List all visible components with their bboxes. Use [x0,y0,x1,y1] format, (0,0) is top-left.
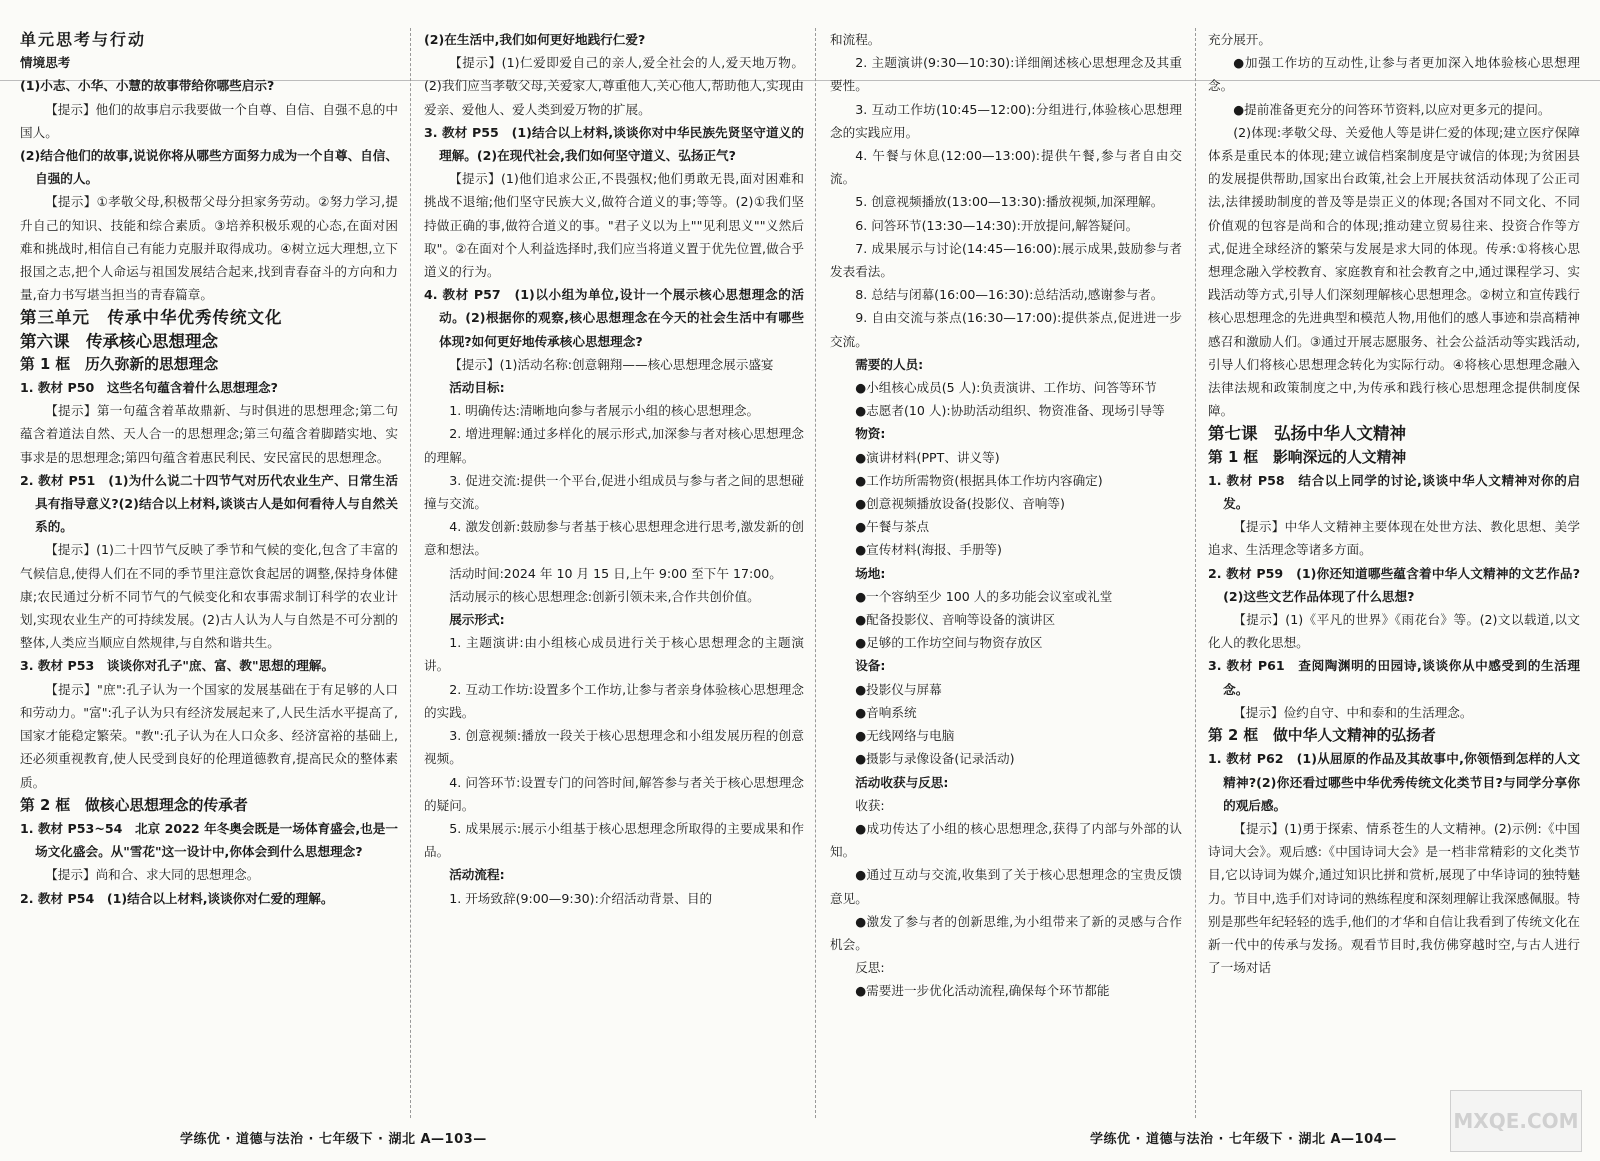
hint: 【提示】(1)活动名称:创意翱翔——核心思想理念展示盛宴 [449,356,774,372]
exercise: 3. 教材 P53 谈谈你对孔子"庶、富、教"思想的理解。 [20,658,335,674]
column-4 [1208,28,1580,979]
column-divider [815,28,816,1118]
list-item: ●激发了参与者的创新思维,为小组带来了新的灵感与合作机会。 [830,913,1182,952]
exercise: 1. 教材 P62 (1)从屈原的作品及其故事中,你领悟到怎样的人文精神?(2)你还看过哪些中华优秀传统文化类节目?与同学分享你的观后感。 [1208,751,1580,813]
hint: 【提示】尚和合、求大同的思想理念。 [45,867,260,883]
list-item: 4. 午餐与休息(12:00—13:00):提供午餐,参与者自由交流。 [830,148,1182,187]
unit-title: 第三单元 传承中华优秀传统文化 [20,308,283,328]
lesson-title: 第六课 传承核心思想理念 [20,331,218,351]
activity-time: 活动时间:2024 年 10 月 15 日,上午 9:00 至下午 17:00。 [449,565,782,581]
column-3 [830,28,1182,1003]
list-item: ●提前准备更充分的问答环节资料,以应对更多元的提问。 [1233,101,1551,117]
subheading: 活动流程: [449,867,505,883]
list-item: ●小组核心成员(5 人):负责演讲、工作坊、问答等环节 [855,380,1157,396]
list-item: ●需要进一步优化活动流程,确保每个环节都能 [855,983,1110,999]
list-item: 3. 创意视频:播放一段关于核心思想理念和小组发展历程的创意视频。 [424,728,804,767]
list-item: ●无线网络与电脑 [855,728,955,744]
question: (2)结合他们的故事,说说你将从哪些方面努力成为一个自尊、自信、自强的人。 [20,148,398,187]
hint: 【提示】(1)二十四节气反映了季节和气候的变化,包含了丰富的气候信息,使得人们在不同的季节里注意饮食起居的调整,保持身体健康;农民通过分析不同节气的气候变化和农事需求制订科学的农业计划,实现农业生产的可持续发展。(2)古人认为人与自然是不可分割的整体,人类应当顺应自然规律,与自然和谐共生。 [20,542,398,651]
hint: 【提示】(1)他们追求公正,不畏强权;他们勇敢无畏,面对困难和挑战不退缩;他们坚守民族大义,做符合道义的事;等等。(2)①我们坚持做正确的事,做符合道义的事。"君子义以为上""见利思义""义然后取"。②在面对个人利益选择时,我们应当将道义置于优先位置,做合乎道义的行为。 [424,171,804,280]
frame-title: 第 2 框 做核心思想理念的传承者 [20,796,248,814]
list-item: 7. 成果展示与讨论(14:45—16:00):展示成果,鼓励参与者发表看法。 [830,240,1182,280]
subheading: 收获: [855,797,885,813]
subheading: 物资: [855,426,886,442]
list-item: 1. 开场致辞(9:00—9:30):介绍活动背景、目的 [449,890,713,906]
list-item: 1. 明确传达:清晰地向参与者展示小组的核心思想理念。 [449,403,760,419]
subheading: 展示形式: [449,612,505,628]
hint: 【提示】"庶":孔子认为一个国家的发展基础在于有足够的人口和劳动力。"富":孔子认为只有经济发展起来了,人民生活水平提高了,国家才能稳定繁荣。"教":孔子认为在人口众多、经济富裕的基础上,还必须重视教育,使人民受到良好的伦理道德教育,提高民众的整体素质。 [20,681,398,790]
subheading: 活动收获与反思: [855,774,949,790]
list-item: ●工作坊所需物资(根据具体工作坊内容确定) [855,472,1103,488]
list-item: 2. 互动工作坊:设置多个工作坊,让参与者亲身体验核心思想理念的实践。 [424,681,804,720]
list-item: 5. 成果展示:展示小组基于核心思想理念所取得的主要成果和作品。 [424,820,804,860]
exercise: 3. 教材 P55 (1)结合以上材料,谈谈你对中华民族先贤坚守道义的理解。(2)在现代社会,我们如何坚守道义、弘扬正气? [424,124,804,164]
list-item: ●加强工作坊的互动性,让参与者更加深入地体验核心思想理念。 [1208,55,1580,94]
hint: 【提示】俭约自守、中和泰和的生活理念。 [1233,704,1473,720]
subheading: 场地: [855,565,886,581]
list-item: 6. 问答环节(13:30—14:30):开放提问,解答疑问。 [855,217,1139,233]
list-item: ●演讲材料(PPT、讲义等) [855,449,1000,465]
exercise: 2. 教材 P51 (1)为什么说二十四节气对历代农业生产、日常生活具有指导意义?(2)结合以上材料,谈谈古人是如何看待人与自然关系的。 [20,472,398,535]
question: (1)小志、小华、小慧的故事带给你哪些启示? [20,78,275,94]
exercise: 1. 教材 P58 结合以上同学的讨论,谈谈中华人文精神对你的启发。 [1208,472,1580,512]
section-subtitle: 情境思考 [20,55,71,71]
subheading: 需要的人员: [855,356,924,372]
list-item: 4. 激发创新:鼓励参与者基于核心思想理念进行思考,激发新的创意和想法。 [424,519,804,558]
list-item: 1. 主题演讲:由小组核心成员进行关于核心思想理念的主题演讲。 [424,635,804,674]
column-1 [20,28,398,910]
hint: 【提示】第一句蕴含着革故鼎新、与时俱进的思想理念;第二句蕴含着道法自然、天人合一的思想理念;第三句蕴含着脚踏实地、实事求是的思想理念;第四句蕴含着惠民利民、安民富民的思想理念。 [20,403,398,465]
page-footer-left: 学练优 · 道德与法治 · 七年级下 · 湖北 A—103— [180,1132,487,1147]
list-item: 8. 总结与闭幕(16:00—16:30):总结活动,感谢参与者。 [855,287,1164,303]
list-item: 4. 问答环节:设置专门的问答时间,解答参与者关于核心思想理念的疑问。 [424,774,804,813]
list-item: 充分展开。 [1208,32,1271,47]
subheading: 设备: [855,658,886,674]
core-idea: 活动展示的核心思想理念:创新引领未来,合作共创价值。 [449,588,760,604]
exercise: 4. 教材 P57 (1)以小组为单位,设计一个展示核心思想理念的活动。(2)根据你的观察,核心思想理念在今天的社会生活中有哪些体现?如何更好地传承核心思想理念? [424,287,804,349]
hint: 【提示】中华人文精神主要体现在处世方法、教化思想、美学追求、生活理念等诸多方面。 [1208,519,1580,558]
question: (2)在生活中,我们如何更好地践行仁爱? [424,32,646,47]
list-item: ●宣传材料(海报、手册等) [855,542,1002,558]
lesson-title: 第七课 弘扬中华人文精神 [1208,424,1406,444]
list-item: 2. 增进理解:通过多样化的展示形式,加深参与者对核心思想理念的理解。 [424,426,804,465]
exercise: 3. 教材 P61 查阅陶渊明的田园诗,谈谈你从中感受到的生活理念。 [1208,658,1580,697]
frame-title: 第 1 框 历久弥新的思想理念 [20,355,219,373]
column-divider [1195,28,1196,1118]
list-item: 2. 主题演讲(9:30—10:30):详细阐述核心思想理念及其重要性。 [830,55,1182,94]
list-item: ●成功传达了小组的核心思想理念,获得了内部与外部的认知。 [830,820,1182,860]
hint: 【提示】①孝敬父母,积极帮父母分担家务劳动。②努力学习,提升自己的知识、技能和综合素质。③培养积极乐观的心态,在面对困难和挑战时,相信自己有能力克服并取得成功。④树立远大理想,立下报国之志,把个人命运与祖国发展结合起来,找到青春奋斗的方向和力量,奋力书写堪当担当的青春篇章。 [20,194,398,303]
hint: 【提示】(1)仁爱即爱自己的亲人,爱全社会的人,爱天地万物。(2)我们应当孝敬父母,关爱家人,尊重他人,关心他人,帮助他人,实现由爱亲、爱他人、爱人类到爱万物的扩展。 [424,55,804,117]
list-item: ●摄影与录像设备(记录活动) [855,751,1015,767]
list-item: ●配备投影仪、音响等设备的演讲区 [855,612,1056,628]
subheading: 活动目标: [449,380,505,396]
list-item: ●志愿者(10 人):协助活动组织、物资准备、现场引导等 [855,403,1165,419]
list-item: ●午餐与茶点 [855,519,930,535]
hint: (2)体现:孝敬父母、关爱他人等是讲仁爱的体现;建立医疗保障体系是重民本的体现;建立诚信档案制度是守诚信的体现;为贫困县的发展提供帮助,国家出台政策,社会上开展扶贫活动体现了公正司法,法律援助制度的普及等是崇正义的体现;各国对不同文化、不同价值观的包容是尚和合的体现;推动建立贸易往来、投资合作等方式,促进全球经济的繁荣与发展是求大同的体现。传承:①将核心思想理念融入学校教育、家庭教育和社会教育之中,通过课程学习、实践活动等方式,引导人们深刻理解核心思想理念。②树立和宣传践行核心思想理念的先进典型和模范人物,用他们的感人事迹和崇高精神感召和激励人们。③通过开展志愿服务、社会公益活动等实践活动,引导人们将核心思想理念转化为实际行动。④将核心思想理念融入法律法规和政策制度之中,为传承和践行核心思想理念提供制度保障。 [1208,124,1580,419]
frame-title: 第 1 框 影响深远的人文精神 [1208,448,1407,466]
watermark-logo: MXQE.COM [1450,1090,1582,1152]
exercise: 1. 教材 P50 这些名句蕴含着什么思想理念? [20,380,278,396]
page-footer-right: 学练优 · 道德与法治 · 七年级下 · 湖北 A—104— [1090,1132,1397,1147]
list-item: 5. 创意视频播放(13:00—13:30):播放视频,加深理解。 [855,194,1164,210]
list-item: ●通过互动与交流,收集到了关于核心思想理念的宝贵反馈意见。 [830,867,1182,906]
list-item: ●足够的工作坊空间与物资存放区 [855,635,1043,651]
hint: 【提示】(1)勇于探索、情系苍生的人文精神。(2)示例:《中国诗词大会》。观后感:《中国诗词大会》是一档非常精彩的文化类节目,它以诗词为媒介,通过知识比拼和赏析,展现了中华诗词的独特魅力。节目中,选手们对诗词的熟练程度和深刻理解让我深感佩服。特别是那些年纪轻轻的选手,他们的才华和自信让我看到了传统文化在新一代中的传承与发扬。观看节目时,我仿佛穿越时空,与古人进行了一场对话 [1208,820,1580,976]
hint: 【提示】他们的故事启示我要做一个自尊、自信、自强不息的中国人。 [20,101,398,140]
list-item: 9. 自由交流与茶点(16:30—17:00):提供茶点,促进进一步交流。 [830,310,1182,349]
column-2 [424,28,804,910]
column-divider [410,28,411,1118]
list-item: 3. 互动工作坊(10:45—12:00):分组进行,体验核心思想理念的实践应用。 [830,101,1182,140]
exercise: 2. 教材 P59 (1)你还知道哪些蕴含着中华人文精神的文艺作品?(2)这些文艺作品体现了什么思想? [1208,565,1580,604]
exercise: 2. 教材 P54 (1)结合以上材料,谈谈你对仁爱的理解。 [20,890,334,906]
list-item: 和流程。 [830,32,881,47]
exercise: 1. 教材 P53~54 北京 2022 年冬奥会既是一场体育盛会,也是一场文化盛会。从"雪花"这一设计中,你体会到什么思想理念? [20,820,398,860]
list-item: ●一个容纳至少 100 人的多功能会议室或礼堂 [855,588,1113,604]
section-title: 单元思考与行动 [20,30,147,49]
list-item: 3. 促进交流:提供一个平台,促进小组成员与参与者之间的思想碰撞与交流。 [424,472,804,512]
hint: 【提示】(1)《平凡的世界》《雨花台》等。(2)文以载道,以文化人的教化思想。 [1208,612,1580,651]
list-item: ●音响系统 [855,704,917,720]
subheading: 反思: [855,960,885,976]
list-item: ●创意视频播放设备(投影仪、音响等) [855,496,1065,512]
frame-title: 第 2 框 做中华人文精神的弘扬者 [1208,727,1436,745]
list-item: ●投影仪与屏幕 [855,681,942,697]
